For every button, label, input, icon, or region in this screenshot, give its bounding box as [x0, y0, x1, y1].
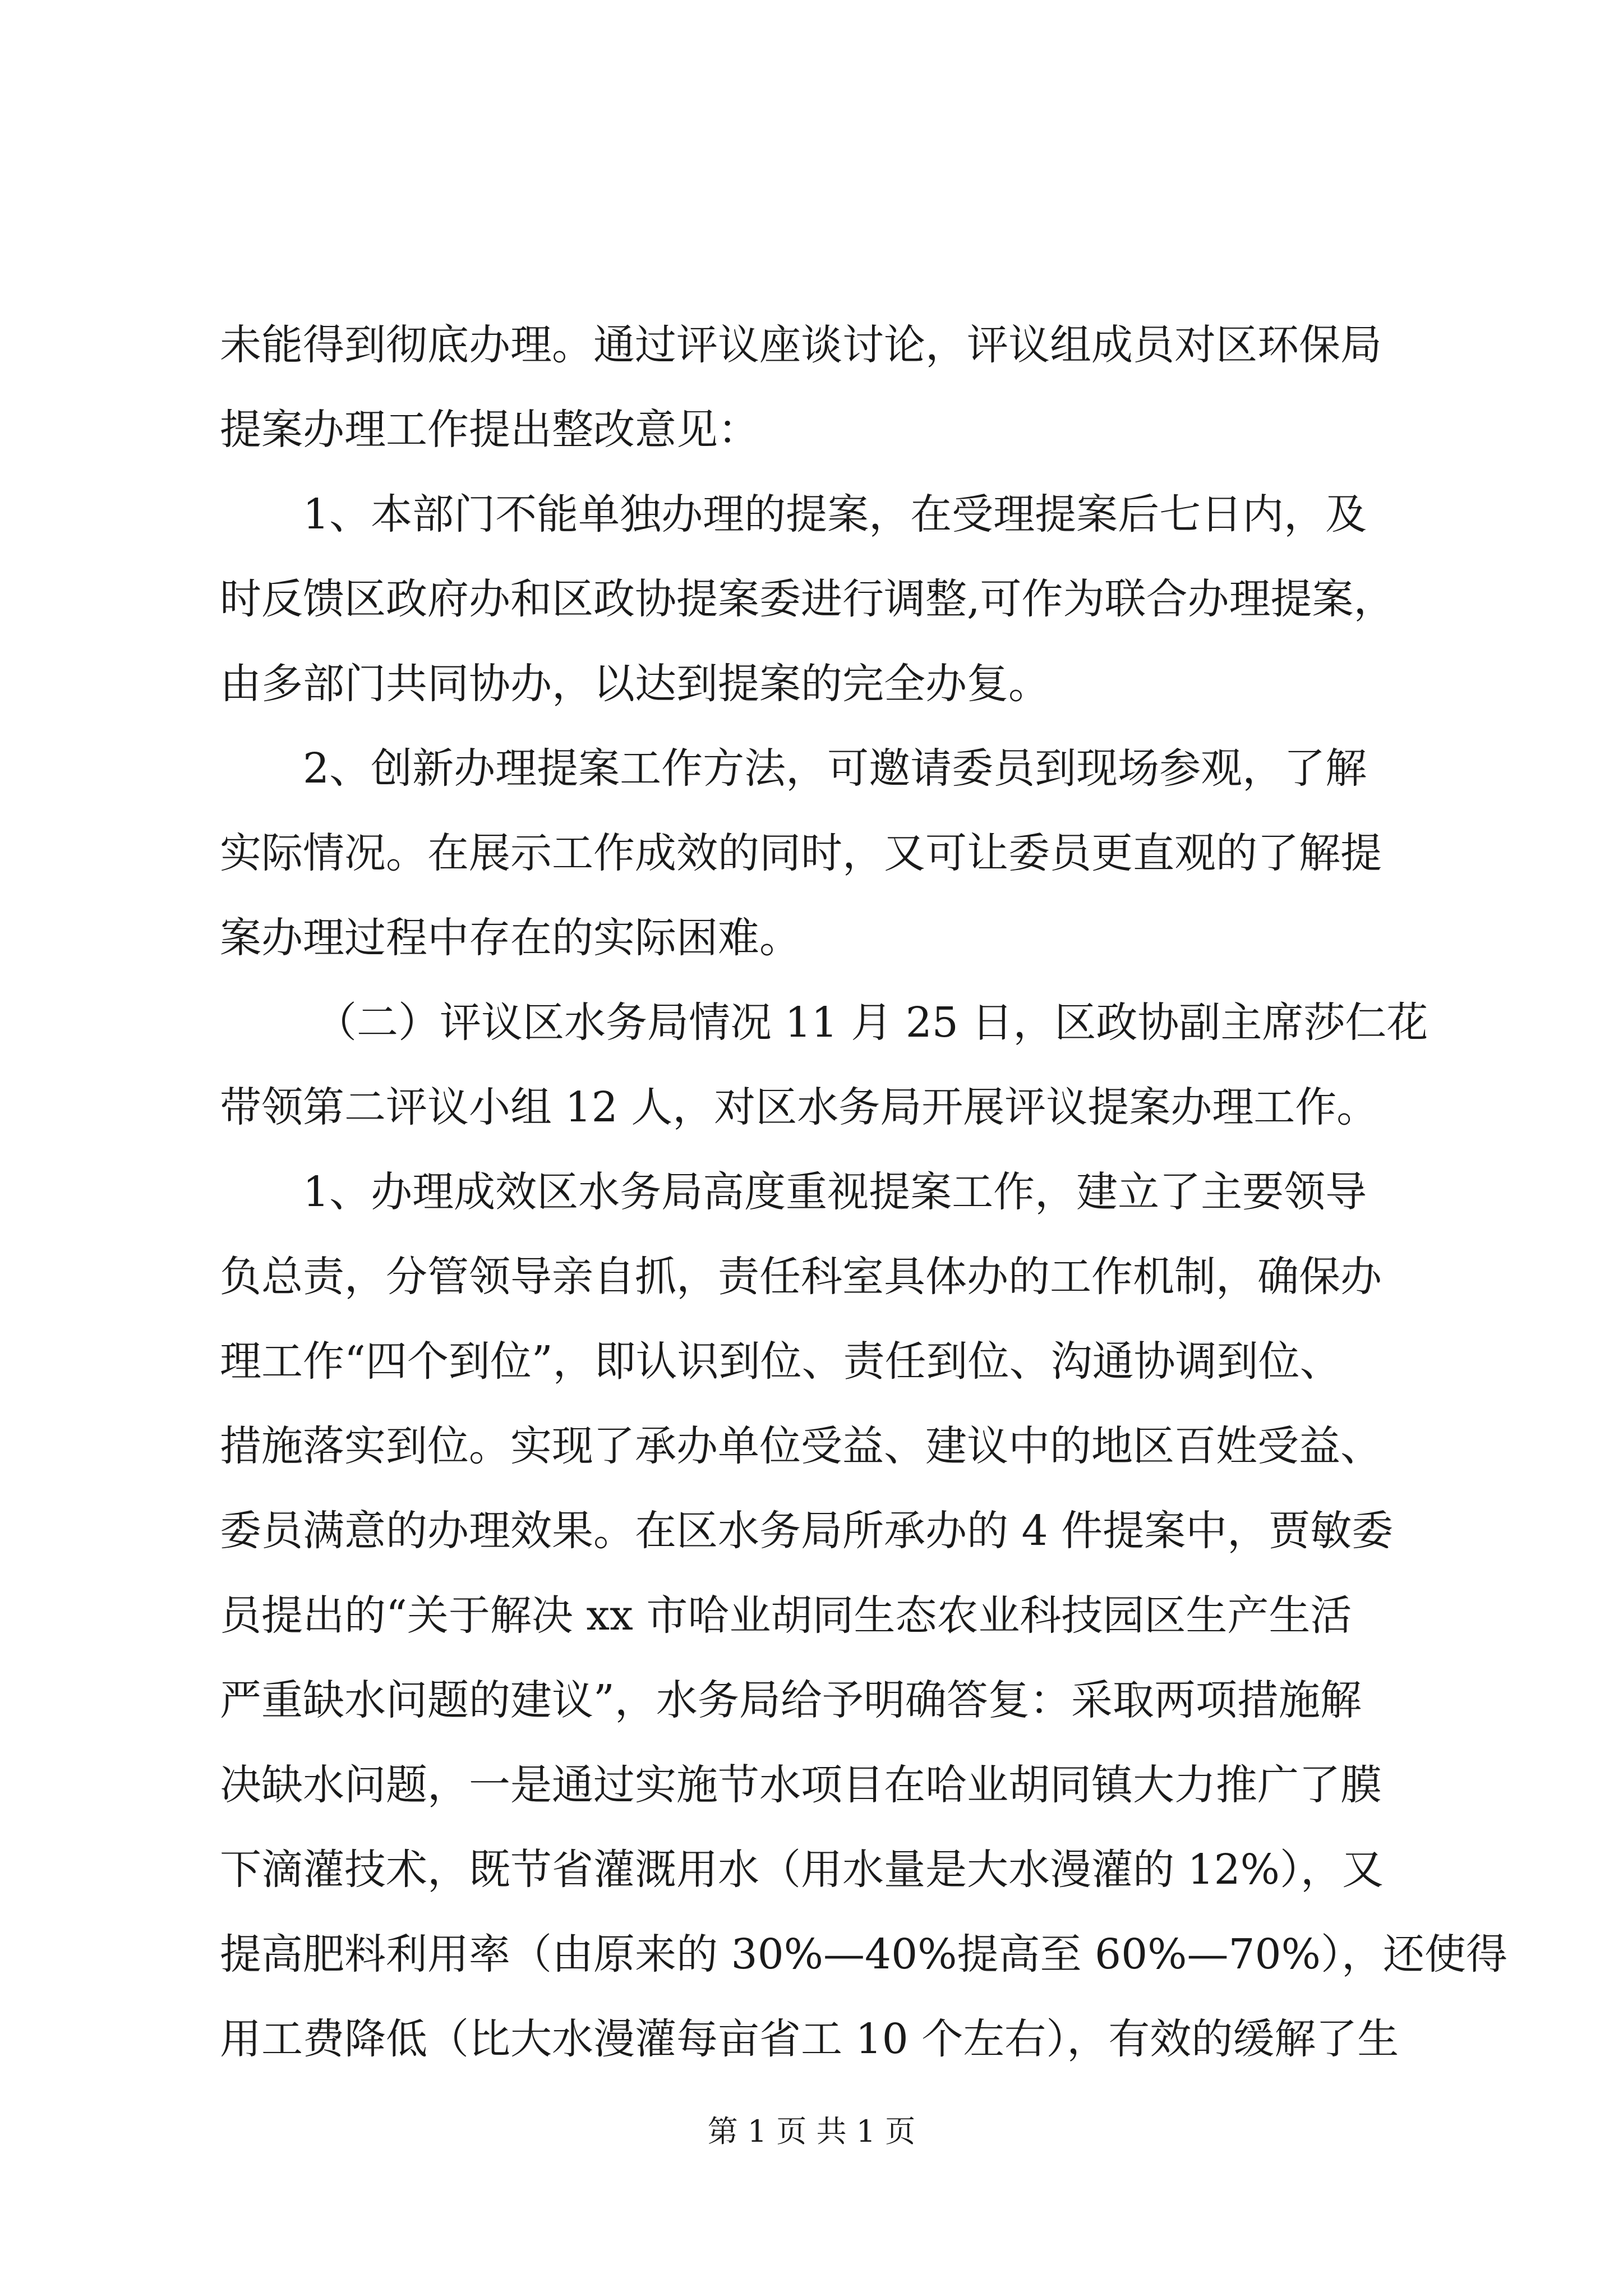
text-line: 案办理过程中存在的实际困难。	[220, 914, 801, 962]
text-line: 实际情况。在展示工作成效的同时，又可让委员更直观的了解提	[220, 829, 1382, 877]
text-line: 未能得到彻底办理。通过评议座谈讨论，评议组成员对区环保局	[220, 321, 1382, 369]
text-line: 1、本部门不能单独办理的提案，在受理提案后七日内，及	[303, 490, 1367, 539]
text-line: 由多部门共同协办，以达到提案的完全办复。	[220, 660, 1050, 708]
page-footer	[0, 2109, 1623, 2154]
text-line: 负总责，分管领导亲自抓，责任科室具体办的工作机制，确保办	[220, 1253, 1382, 1301]
text-line: 措施落实到位。实现了承办单位受益、建议中的地区百姓受益、	[220, 1422, 1382, 1470]
text-line: 严重缺水问题的建议”，水务局给予明确答复：采取两项措施解	[220, 1676, 1362, 1724]
page-number: 第 1 页 共 1 页	[707, 2114, 916, 2149]
text-line: 用工费降低（比大水漫灌每亩省工 10 个左右），有效的缓解了生	[220, 2015, 1399, 2063]
text-line: 员提出的“关于解决 xx 市哈业胡同生态农业科技园区生产生活	[220, 1591, 1352, 1640]
text-line: 提案办理工作提出整改意见：	[220, 406, 759, 454]
text-line: 下滴灌技术，既节省灌溉用水（用水量是大水漫灌的 12%），又	[220, 1846, 1384, 1894]
text-line: 委员满意的办理效果。在区水务局所承办的 4 件提案中，贾敏委	[220, 1507, 1394, 1555]
text-line: 带领第二评议小组 12 人，对区水务局开展评议提案办理工作。	[220, 1083, 1378, 1131]
text-line: 2、创新办理提案工作方法，可邀请委员到现场参观，了解	[303, 744, 1367, 793]
document-body	[220, 303, 1507, 2082]
text-line: 时反馈区政府办和区政协提案委进行调整,可作为联合办理提案，	[220, 575, 1395, 623]
text-line: 决缺水问题，一是通过实施节水项目在哈业胡同镇大力推广了膜	[220, 1761, 1382, 1809]
text-line: （二）评议区水务局情况 11 月 25 日，区政协副主席莎仁花	[315, 999, 1428, 1047]
text-line: 理工作“四个到位”，即认识到位、责任到位、沟通协调到位、	[220, 1337, 1341, 1386]
text-line: 1、办理成效区水务局高度重视提案工作，建立了主要领导	[303, 1168, 1367, 1216]
text-line: 提高肥料利用率（由原来的 30%—40%提高至 60%—70%），还使得	[220, 1930, 1507, 1978]
